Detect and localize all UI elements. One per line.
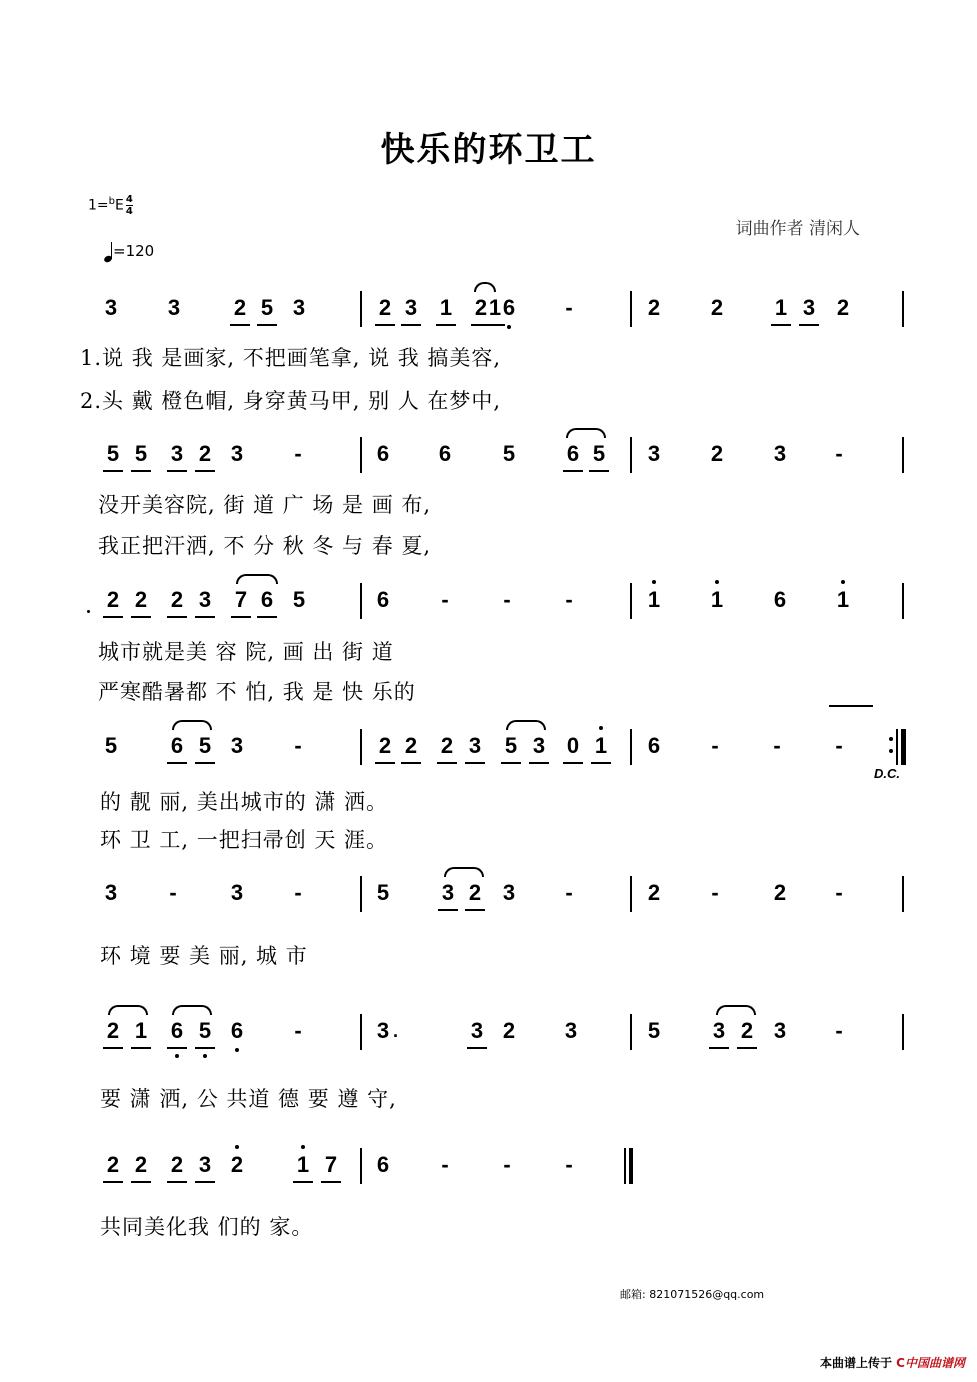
note: 3 bbox=[194, 587, 216, 613]
tempo-value: =120 bbox=[113, 242, 155, 260]
note: 2 bbox=[130, 1152, 152, 1178]
lyric-line: 1.说 我 是画家, 不把画笔拿, 说 我 搞美容, bbox=[80, 346, 502, 370]
dash: - bbox=[503, 587, 511, 612]
note: 5 bbox=[104, 733, 118, 758]
note: 6 bbox=[376, 587, 390, 612]
lyric-line: 的 靓 丽, 美出城市的 潇 洒。 bbox=[100, 790, 389, 814]
final-barline-thin bbox=[624, 1148, 626, 1184]
note: 3 bbox=[464, 733, 486, 759]
note: 5 bbox=[292, 587, 306, 612]
repeat-dot bbox=[889, 749, 893, 753]
note: 3 bbox=[230, 733, 244, 758]
dash: - bbox=[835, 733, 843, 758]
dash: - bbox=[565, 1152, 573, 1177]
final-barline-thick bbox=[629, 1148, 633, 1184]
lyric-line: 环 境 要 美 丽, 城 市 bbox=[100, 944, 308, 968]
note: 6 bbox=[166, 1018, 188, 1044]
note: 2 bbox=[166, 587, 188, 613]
dash: - bbox=[294, 1018, 302, 1043]
note: 6 bbox=[647, 733, 661, 758]
note: 2 bbox=[773, 880, 787, 905]
note: 3 · bbox=[376, 1018, 399, 1046]
barline bbox=[360, 1014, 362, 1050]
barline bbox=[902, 1014, 904, 1050]
margin-mark bbox=[87, 610, 90, 613]
note: 3 bbox=[167, 295, 181, 320]
note: 2 bbox=[102, 1152, 124, 1178]
note: 1 bbox=[643, 587, 665, 613]
barline bbox=[360, 1148, 362, 1184]
lyric-line: 2.头 戴 橙色帽, 身穿黄马甲, 别 人 在梦中, bbox=[80, 389, 502, 413]
note: 1 bbox=[130, 1018, 152, 1044]
note: 2 bbox=[166, 1152, 188, 1178]
note: 5 bbox=[102, 441, 124, 467]
barline bbox=[630, 1014, 632, 1050]
barline bbox=[902, 583, 904, 619]
barline bbox=[360, 729, 362, 765]
note: 2 bbox=[502, 1018, 516, 1043]
site-logo-icon: C bbox=[896, 1356, 905, 1370]
note: 3 bbox=[798, 295, 820, 321]
barline bbox=[902, 876, 904, 912]
note: 6 bbox=[498, 295, 520, 321]
note: 5 bbox=[194, 1018, 216, 1044]
note: 3 bbox=[166, 441, 188, 467]
site-brand[interactable]: 中国曲谱网 bbox=[904, 1356, 965, 1370]
note: 2 bbox=[436, 733, 458, 759]
upload-footer bbox=[820, 1354, 965, 1371]
note: 3 bbox=[773, 441, 787, 466]
note: 6 bbox=[376, 441, 390, 466]
barline bbox=[360, 437, 362, 473]
key-prefix: 1= bbox=[88, 197, 109, 214]
note: 3 bbox=[528, 733, 550, 759]
song-title: 快乐的环卫工 bbox=[380, 130, 597, 170]
note: 2 bbox=[464, 880, 486, 906]
key-tonic: E bbox=[115, 197, 124, 214]
quarter-note-icon bbox=[104, 242, 113, 262]
note: 6 bbox=[226, 1018, 248, 1044]
time-signature bbox=[126, 194, 133, 217]
tempo-marking bbox=[104, 242, 154, 262]
barline bbox=[630, 291, 632, 327]
note: 0 bbox=[562, 733, 584, 759]
note: 2 bbox=[400, 733, 422, 759]
note: 2 bbox=[736, 1018, 758, 1044]
note: 5 bbox=[256, 295, 278, 321]
slur bbox=[444, 867, 484, 877]
email-footer: 邮箱: 821071526@qq.com bbox=[620, 1288, 765, 1301]
repeat-barline-thin bbox=[896, 729, 898, 765]
upload-prefix: 本曲谱上传于 bbox=[819, 1356, 892, 1370]
barline bbox=[630, 583, 632, 619]
note: 2 bbox=[194, 441, 216, 467]
lyric-line: 环 卫 工, 一把扫帚创 天 涯。 bbox=[100, 828, 389, 852]
barline bbox=[360, 876, 362, 912]
slur bbox=[236, 574, 278, 584]
dc-marking: D.C. bbox=[874, 766, 900, 781]
dash: - bbox=[565, 295, 573, 320]
note: 3 bbox=[400, 295, 422, 321]
note: 6 bbox=[376, 1152, 390, 1177]
dash: - bbox=[565, 880, 573, 905]
note: 2 bbox=[229, 295, 251, 321]
note: 2 bbox=[710, 295, 724, 320]
note: 2 bbox=[374, 733, 396, 759]
lyric-line: 城市就是美 容 院, 画 出 街 道 bbox=[98, 640, 394, 664]
note: 5 bbox=[194, 733, 216, 759]
dash: - bbox=[294, 880, 302, 905]
lyric-line: 共同美化我 们的 家。 bbox=[100, 1215, 314, 1239]
note: 2 bbox=[102, 587, 124, 613]
dash: - bbox=[503, 1152, 511, 1177]
note: 2 bbox=[130, 587, 152, 613]
barline bbox=[630, 729, 632, 765]
slur bbox=[172, 720, 212, 730]
slur bbox=[108, 1005, 148, 1015]
note: 7 bbox=[230, 587, 252, 613]
note: 5 bbox=[502, 441, 516, 466]
dash: - bbox=[835, 441, 843, 466]
slur bbox=[566, 428, 606, 438]
repeat-dot bbox=[889, 737, 893, 741]
note: 6 bbox=[256, 587, 278, 613]
note: 5 bbox=[647, 1018, 661, 1043]
dash: - bbox=[565, 587, 573, 612]
dash: - bbox=[773, 733, 781, 758]
note: 7 bbox=[320, 1152, 342, 1178]
dash: - bbox=[441, 587, 449, 612]
dash: - bbox=[835, 1018, 843, 1043]
key-signature bbox=[88, 194, 133, 217]
slur bbox=[172, 1005, 212, 1015]
dash: - bbox=[441, 1152, 449, 1177]
note: 3 bbox=[502, 880, 516, 905]
barline bbox=[902, 291, 904, 327]
note: 1 bbox=[832, 587, 854, 613]
note: 1 bbox=[292, 1152, 314, 1178]
note: 3 bbox=[230, 880, 244, 905]
slur bbox=[506, 720, 546, 730]
flat-sign: b bbox=[108, 195, 115, 207]
note: 1 bbox=[590, 733, 612, 759]
note: 1 bbox=[706, 587, 728, 613]
note: 1 bbox=[435, 295, 457, 321]
note: 2 bbox=[647, 295, 661, 320]
lyric-line: 我正把汗洒, 不 分 秋 冬 与 春 夏, bbox=[98, 534, 432, 558]
lyric-line: 要 潇 洒, 公 共道 德 要 遵 守, bbox=[100, 1087, 397, 1111]
repeat-barline-thick bbox=[901, 729, 906, 765]
note: 3 bbox=[773, 1018, 787, 1043]
note: 3 bbox=[104, 295, 118, 320]
note: 6 bbox=[773, 587, 787, 612]
dash: - bbox=[835, 880, 843, 905]
slur bbox=[716, 1005, 756, 1015]
note: 3 bbox=[104, 880, 118, 905]
note: 3 bbox=[194, 1152, 216, 1178]
note: 3 bbox=[292, 295, 306, 320]
note: 2 bbox=[374, 295, 396, 321]
note: 5 bbox=[130, 441, 152, 467]
lyric-line: 严寒酷暑都 不 怕, 我 是 快 乐的 bbox=[98, 680, 416, 704]
slur bbox=[474, 282, 496, 292]
dash: - bbox=[169, 880, 177, 905]
note: 5 bbox=[376, 880, 390, 905]
note: 1 bbox=[484, 295, 506, 321]
note: 2 bbox=[470, 295, 492, 321]
note: 3 bbox=[466, 1018, 488, 1044]
note: 2 bbox=[226, 1152, 248, 1178]
note: 6 bbox=[166, 733, 188, 759]
composer-credit: 词曲作者 清闲人 bbox=[735, 219, 860, 239]
barline bbox=[630, 876, 632, 912]
dash: - bbox=[294, 441, 302, 466]
note: 3 bbox=[647, 441, 661, 466]
note: 3 bbox=[564, 1018, 578, 1043]
meter-top: 4 bbox=[125, 194, 133, 205]
barline bbox=[630, 437, 632, 473]
note: 3 bbox=[708, 1018, 730, 1044]
lyric-line: 没开美容院, 街 道 广 场 是 画 布, bbox=[98, 493, 432, 517]
note: 3 bbox=[437, 880, 459, 906]
meter-bottom: 4 bbox=[125, 206, 133, 217]
barline bbox=[902, 437, 904, 473]
dash: - bbox=[711, 733, 719, 758]
note: 1 bbox=[770, 295, 792, 321]
dash: - bbox=[294, 733, 302, 758]
note: 2 bbox=[836, 295, 850, 320]
note: 6 bbox=[438, 441, 452, 466]
note: 6 bbox=[562, 441, 584, 467]
dash: - bbox=[711, 880, 719, 905]
lyric-underline bbox=[829, 705, 873, 707]
note: 3 bbox=[230, 441, 244, 466]
barline bbox=[360, 291, 362, 327]
note: 5 bbox=[588, 441, 610, 467]
note: 2 bbox=[102, 1018, 124, 1044]
note: 5 bbox=[500, 733, 522, 759]
barline bbox=[360, 583, 362, 619]
note: 2 bbox=[710, 441, 724, 466]
note: 2 bbox=[647, 880, 661, 905]
